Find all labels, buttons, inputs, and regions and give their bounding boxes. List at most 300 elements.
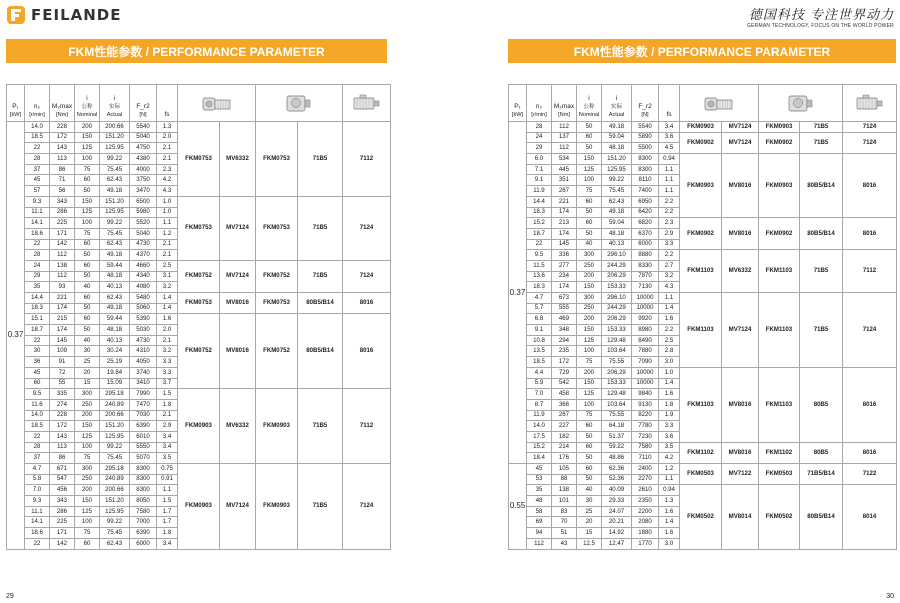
torque-cell: 171 — [50, 228, 75, 239]
n2-cell: 60 — [25, 378, 50, 389]
ratio-nominal-cell: 50 — [577, 122, 602, 133]
ratio-nominal-cell: 60 — [577, 442, 602, 453]
col-fs-symbol: fs — [666, 110, 672, 118]
radial-load-cell: 4000 — [130, 164, 157, 175]
brand-logo — [6, 5, 122, 25]
torque-cell: 274 — [50, 399, 75, 410]
ratio-actual-cell: 151.20 — [100, 132, 130, 143]
service-factor-cell: 2.7 — [659, 260, 680, 271]
service-factor-cell: 2.0 — [157, 132, 178, 143]
n2-cell: 14.0 — [25, 122, 50, 133]
ratio-nominal-cell: 125 — [75, 143, 100, 154]
ratio-nominal-cell: 50 — [577, 143, 602, 154]
n2-cell: 18.3 — [527, 207, 552, 218]
service-factor-cell: 1.4 — [659, 517, 680, 528]
n2-cell: 9.1 — [527, 325, 552, 336]
col-m2max-unit: [Nm] — [558, 112, 570, 119]
ratio-actual-cell: 99.22 — [100, 218, 130, 229]
torque-cell: 534 — [552, 154, 577, 165]
n2-cell: 4.4 — [527, 367, 552, 378]
radial-load-cell: 10000 — [632, 367, 659, 378]
n2-cell: 28 — [527, 122, 552, 133]
torque-cell: 138 — [50, 260, 75, 271]
model-cell-4: 71B5 — [298, 389, 343, 464]
n2-cell: 11.5 — [527, 260, 552, 271]
torque-cell: 343 — [50, 196, 75, 207]
table-row — [509, 132, 897, 143]
radial-load-cell: 4730 — [130, 239, 157, 250]
ratio-actual-cell: 75.45 — [100, 453, 130, 464]
col-i-actual — [100, 85, 130, 122]
model-cell-1: FKM1103 — [680, 293, 722, 368]
ratio-nominal-cell: 200 — [75, 122, 100, 133]
ratio-actual-cell: 153.33 — [602, 378, 632, 389]
model-cell-3: FKM0753 — [256, 122, 298, 197]
torque-cell: 56 — [50, 186, 75, 197]
radial-load-cell: 8330 — [632, 260, 659, 271]
service-factor-cell: 1.8 — [659, 399, 680, 410]
ratio-actual-cell: 19.84 — [100, 367, 130, 378]
ratio-nominal-cell: 200 — [577, 314, 602, 325]
ratio-actual-cell: 62.43 — [100, 239, 130, 250]
ratio-nominal-cell: 60 — [75, 538, 100, 549]
ratio-nominal-cell: 150 — [577, 325, 602, 336]
ratio-nominal-cell: 12.5 — [577, 538, 602, 549]
gear-motor-icon — [200, 92, 234, 114]
service-factor-cell: 1.2 — [659, 464, 680, 475]
ratio-nominal-cell: 75 — [75, 228, 100, 239]
performance-table-right — [508, 84, 897, 550]
torque-cell: 171 — [50, 528, 75, 539]
ratio-nominal-cell: 25 — [577, 506, 602, 517]
ratio-nominal-cell: 100 — [75, 218, 100, 229]
service-factor-cell: 1.5 — [157, 389, 178, 400]
radial-load-cell: 10000 — [632, 378, 659, 389]
n2-cell: 18.3 — [25, 303, 50, 314]
col-n2 — [527, 85, 552, 122]
ratio-nominal-cell: 50 — [577, 431, 602, 442]
col-i-actual-cn: 实际 — [108, 104, 121, 111]
torque-cell: 215 — [50, 314, 75, 325]
n2-cell: 4.7 — [527, 293, 552, 304]
model-cell-1: FKM0753 — [178, 122, 220, 197]
n2-cell: 11.6 — [25, 399, 50, 410]
table-row — [7, 389, 391, 400]
ratio-nominal-cell: 75 — [75, 528, 100, 539]
torque-cell: 174 — [552, 207, 577, 218]
section-title-left: FKM性能参数 / PERFORMANCE PARAMETER — [6, 39, 387, 63]
radial-load-cell: 5040 — [130, 132, 157, 143]
radial-load-cell: 3410 — [130, 378, 157, 389]
col-model-gearmotor — [178, 85, 256, 122]
radial-load-cell: 6390 — [130, 421, 157, 432]
ratio-actual-cell: 151.20 — [100, 196, 130, 207]
service-factor-cell: 2.1 — [157, 250, 178, 261]
ratio-actual-cell: 75.45 — [602, 186, 632, 197]
torque-cell: 101 — [552, 496, 577, 507]
torque-cell: 172 — [50, 132, 75, 143]
torque-cell: 671 — [50, 464, 75, 475]
model-cell-5: 8016 — [343, 314, 391, 389]
n2-cell: 22 — [25, 431, 50, 442]
torque-cell: 286 — [50, 207, 75, 218]
motor-icon — [350, 92, 384, 114]
col-n2 — [25, 85, 50, 122]
ratio-actual-cell: 200.66 — [100, 410, 130, 421]
ratio-actual-cell: 75.45 — [100, 228, 130, 239]
ratio-actual-cell: 206.29 — [602, 314, 632, 325]
model-cell-1: FKM0752 — [178, 260, 220, 292]
table-row — [509, 442, 897, 453]
radial-load-cell: 5060 — [130, 303, 157, 314]
service-factor-cell: 2.2 — [659, 207, 680, 218]
torque-cell: 86 — [50, 453, 75, 464]
n2-cell: 9.1 — [527, 175, 552, 186]
ratio-actual-cell: 75.55 — [602, 357, 632, 368]
torque-cell: 112 — [50, 250, 75, 261]
service-factor-cell: 1.6 — [659, 389, 680, 400]
n2-cell: 6.0 — [527, 154, 552, 165]
torque-cell: 348 — [552, 325, 577, 336]
model-cell-5: 7112 — [343, 389, 391, 464]
ratio-actual-cell: 59.04 — [602, 132, 632, 143]
radial-load-cell: 1770 — [632, 538, 659, 549]
ratio-actual-cell: 129.48 — [602, 335, 632, 346]
torque-cell: 547 — [50, 474, 75, 485]
service-factor-cell: 4.2 — [157, 175, 178, 186]
n2-cell: 69 — [527, 517, 552, 528]
service-factor-cell: 1.5 — [157, 496, 178, 507]
service-factor-cell: 1.6 — [659, 506, 680, 517]
torque-cell: 286 — [50, 506, 75, 517]
ratio-nominal-cell: 50 — [75, 271, 100, 282]
ratio-actual-cell: 49.18 — [100, 303, 130, 314]
service-factor-cell: 1.1 — [659, 474, 680, 485]
service-factor-cell: 2.0 — [157, 325, 178, 336]
service-factor-cell: 3.3 — [157, 367, 178, 378]
n2-cell: 9.3 — [25, 196, 50, 207]
n2-cell: 14.0 — [25, 410, 50, 421]
model-cell-5: 7124 — [343, 196, 391, 260]
torque-cell: 70 — [552, 517, 577, 528]
service-factor-cell: 1.4 — [659, 303, 680, 314]
ratio-actual-cell: 295.18 — [100, 464, 130, 475]
ratio-actual-cell: 244.29 — [602, 260, 632, 271]
torque-cell: 112 — [50, 271, 75, 282]
model-cell-4: 71B5 — [800, 250, 843, 293]
ratio-nominal-cell: 200 — [577, 271, 602, 282]
n2-cell: 18.6 — [25, 228, 50, 239]
service-factor-cell: 2.2 — [659, 325, 680, 336]
radial-load-cell: 7400 — [632, 186, 659, 197]
ratio-actual-cell: 244.29 — [602, 303, 632, 314]
model-cell-5: 8016 — [843, 154, 897, 218]
radial-load-cell: 6000 — [130, 538, 157, 549]
ratio-actual-cell: 40.13 — [100, 282, 130, 293]
service-factor-cell: 3.6 — [659, 132, 680, 143]
radial-load-cell: 2080 — [632, 517, 659, 528]
table-row — [7, 196, 391, 207]
ratio-actual-cell: 62.43 — [602, 196, 632, 207]
torque-cell: 214 — [552, 442, 577, 453]
table-row — [509, 464, 897, 475]
ratio-nominal-cell: 40 — [75, 282, 100, 293]
table-row — [509, 250, 897, 261]
n2-cell: 35 — [25, 282, 50, 293]
torque-cell: 213 — [552, 218, 577, 229]
ratio-nominal-cell: 100 — [75, 442, 100, 453]
brand-mark-icon — [6, 5, 26, 25]
radial-load-cell: 8110 — [632, 175, 659, 186]
table-row — [509, 122, 897, 133]
ratio-nominal-cell: 60 — [577, 421, 602, 432]
model-cell-3: FKM0902 — [759, 218, 800, 250]
model-cell-4: 80B5 — [800, 367, 843, 442]
section-title-right: FKM性能参数 / PERFORMANCE PARAMETER — [508, 39, 896, 63]
service-factor-cell: 2.9 — [157, 421, 178, 432]
radial-load-cell: 4730 — [130, 335, 157, 346]
service-factor-cell: 2.5 — [659, 335, 680, 346]
slogan-cn: 德国科技 专注世界动力 — [748, 8, 894, 23]
radial-load-cell: 6000 — [632, 239, 659, 250]
model-cell-1: FKM0503 — [680, 464, 722, 485]
model-cell-1: FKM0753 — [178, 293, 220, 314]
service-factor-cell: 1.3 — [157, 122, 178, 133]
ratio-nominal-cell: 20 — [577, 517, 602, 528]
ratio-actual-cell: 48.86 — [602, 453, 632, 464]
service-factor-cell: 3.2 — [659, 271, 680, 282]
torque-cell: 225 — [50, 218, 75, 229]
model-cell-4: 71B5 — [298, 464, 343, 550]
model-cell-4: 80B5/B14 — [800, 485, 843, 549]
n2-cell: 7.0 — [25, 485, 50, 496]
ratio-nominal-cell: 15 — [577, 528, 602, 539]
model-cell-1: FKM0903 — [178, 389, 220, 464]
service-factor-cell: 1.6 — [659, 314, 680, 325]
service-factor-cell: 2.9 — [659, 228, 680, 239]
col-n2-symbol: n₂ — [33, 102, 41, 110]
n2-cell: 22 — [25, 335, 50, 346]
torque-cell: 55 — [50, 378, 75, 389]
model-cell-4: 71B5 — [800, 132, 843, 153]
ratio-actual-cell: 15.09 — [100, 378, 130, 389]
radial-load-cell: 4750 — [130, 143, 157, 154]
torque-cell: 113 — [50, 154, 75, 165]
radial-load-cell: 6820 — [632, 218, 659, 229]
service-factor-cell: 3.6 — [659, 431, 680, 442]
ratio-nominal-cell: 200 — [577, 367, 602, 378]
ratio-actual-cell: 75.55 — [602, 410, 632, 421]
n2-cell: 7.0 — [527, 389, 552, 400]
table-row — [509, 293, 897, 304]
ratio-actual-cell: 48.18 — [100, 271, 130, 282]
n2-cell: 13.6 — [527, 271, 552, 282]
ratio-actual-cell: 52.36 — [602, 474, 632, 485]
ratio-nominal-cell: 40 — [577, 239, 602, 250]
torque-cell: 86 — [50, 164, 75, 175]
table-row — [7, 314, 391, 325]
ratio-actual-cell: 59.04 — [602, 218, 632, 229]
ratio-actual-cell: 153.33 — [602, 282, 632, 293]
radial-load-cell: 8050 — [130, 496, 157, 507]
torque-cell: 336 — [552, 250, 577, 261]
n2-cell: 22 — [527, 239, 552, 250]
radial-load-cell: 5980 — [130, 207, 157, 218]
model-cell-1: FKM0903 — [680, 154, 722, 218]
service-factor-cell: 1.8 — [157, 399, 178, 410]
ratio-nominal-cell: 50 — [75, 325, 100, 336]
service-factor-cell: 2.3 — [659, 218, 680, 229]
service-factor-cell: 1.3 — [659, 496, 680, 507]
ratio-actual-cell: 62.36 — [602, 464, 632, 475]
radial-load-cell: 4380 — [130, 154, 157, 165]
torque-cell: 235 — [552, 346, 577, 357]
radial-load-cell: 3740 — [130, 367, 157, 378]
model-cell-1: FKM0902 — [680, 218, 722, 250]
ratio-nominal-cell: 50 — [577, 453, 602, 464]
model-cell-3: FKM0902 — [759, 132, 800, 153]
model-cell-2: MV8014 — [722, 485, 759, 549]
model-cell-2: MV7124 — [220, 464, 256, 550]
col-m2max-symbol: M₂max — [553, 102, 575, 110]
torque-cell: 174 — [50, 325, 75, 336]
service-factor-cell: 2.1 — [157, 143, 178, 154]
ratio-nominal-cell: 300 — [75, 464, 100, 475]
radial-load-cell: 2200 — [632, 506, 659, 517]
slogan-en: GERMAN TECHNOLOGY, FOCUS ON THE WORLD POWER — [747, 23, 894, 29]
service-factor-cell: 3.2 — [157, 282, 178, 293]
model-cell-1: FKM1103 — [680, 367, 722, 442]
model-cell-5: 7112 — [843, 250, 897, 293]
service-factor-cell: 3.3 — [659, 239, 680, 250]
ratio-actual-cell: 40.13 — [602, 239, 632, 250]
ratio-actual-cell: 103.64 — [602, 399, 632, 410]
n2-cell: 22 — [25, 239, 50, 250]
model-cell-3: FKM0502 — [759, 485, 800, 549]
torque-cell: 343 — [50, 496, 75, 507]
ratio-nominal-cell: 150 — [75, 196, 100, 207]
col-model-motor — [343, 85, 391, 122]
ratio-nominal-cell: 150 — [75, 421, 100, 432]
service-factor-cell: 1.6 — [157, 314, 178, 325]
ratio-actual-cell: 151.20 — [602, 154, 632, 165]
radial-load-cell: 2270 — [632, 474, 659, 485]
radial-load-cell: 7230 — [632, 431, 659, 442]
service-factor-cell: 3.5 — [157, 453, 178, 464]
torque-cell: 445 — [552, 164, 577, 175]
ratio-nominal-cell: 60 — [75, 260, 100, 271]
ratio-actual-cell: 99.22 — [100, 154, 130, 165]
radial-load-cell: 7110 — [632, 453, 659, 464]
model-cell-4: 71B5 — [298, 196, 343, 260]
table-row — [509, 154, 897, 165]
radial-load-cell: 10000 — [632, 293, 659, 304]
service-factor-cell: 0.91 — [157, 474, 178, 485]
radial-load-cell: 3470 — [130, 186, 157, 197]
radial-load-cell: 5480 — [130, 293, 157, 304]
ratio-nominal-cell: 50 — [577, 228, 602, 239]
model-cell-4: 80B5/B14 — [800, 154, 843, 218]
torque-cell: 172 — [552, 357, 577, 368]
model-cell-3: FKM1103 — [759, 250, 800, 293]
model-cell-3: FKM0503 — [759, 464, 800, 485]
motor-icon — [853, 92, 887, 114]
radial-load-cell: 8300 — [632, 154, 659, 165]
ratio-actual-cell: 48.18 — [100, 325, 130, 336]
ratio-actual-cell: 40.13 — [100, 335, 130, 346]
radial-load-cell: 6420 — [632, 207, 659, 218]
flange-gearbox-icon — [282, 92, 316, 114]
n2-cell: 29 — [25, 271, 50, 282]
radial-load-cell: 7000 — [130, 517, 157, 528]
n2-cell: 11.9 — [527, 410, 552, 421]
ratio-nominal-cell: 300 — [577, 293, 602, 304]
ratio-nominal-cell: 75 — [75, 164, 100, 175]
model-cell-3: FKM0903 — [256, 464, 298, 550]
ratio-nominal-cell: 60 — [577, 218, 602, 229]
model-cell-5: 8016 — [843, 442, 897, 463]
n2-cell: 15.2 — [527, 218, 552, 229]
n2-cell: 18.6 — [25, 528, 50, 539]
model-cell-1: FKM0752 — [178, 314, 220, 389]
service-factor-cell: 2.1 — [157, 410, 178, 421]
col-m2max-symbol: M₂max — [51, 102, 73, 110]
model-cell-4: 80B5/B14 — [298, 314, 343, 389]
ratio-nominal-cell: 250 — [577, 260, 602, 271]
ratio-nominal-cell: 250 — [75, 474, 100, 485]
torque-cell: 277 — [552, 260, 577, 271]
radial-load-cell: 9920 — [632, 314, 659, 325]
n2-cell: 24 — [527, 132, 552, 143]
col-i-nominal-en: Nominal — [76, 112, 98, 119]
service-factor-cell: 1.6 — [659, 528, 680, 539]
n2-cell: 53 — [527, 474, 552, 485]
n2-cell: 18.7 — [527, 228, 552, 239]
model-cell-5: 8016 — [343, 293, 391, 314]
ratio-actual-cell: 62.43 — [100, 175, 130, 186]
radial-load-cell: 9840 — [632, 389, 659, 400]
ratio-nominal-cell: 150 — [577, 282, 602, 293]
power-cell: 0.37 — [509, 122, 527, 464]
n2-cell: 11.9 — [527, 186, 552, 197]
n2-cell: 22 — [25, 143, 50, 154]
ratio-actual-cell: 49.18 — [100, 186, 130, 197]
ratio-nominal-cell: 300 — [75, 389, 100, 400]
radial-load-cell: 5540 — [632, 122, 659, 133]
n2-cell: 18.3 — [527, 282, 552, 293]
service-factor-cell: 2.8 — [659, 346, 680, 357]
radial-load-cell: 6500 — [130, 196, 157, 207]
ratio-nominal-cell: 50 — [75, 250, 100, 261]
radial-load-cell: 6370 — [632, 228, 659, 239]
col-fs — [157, 85, 178, 122]
ratio-actual-cell: 125.95 — [100, 207, 130, 218]
ratio-actual-cell: 240.89 — [100, 399, 130, 410]
radial-load-cell: 6010 — [130, 431, 157, 442]
radial-load-cell: 7130 — [632, 282, 659, 293]
model-cell-3: FKM0753 — [256, 293, 298, 314]
n2-cell: 9.5 — [25, 389, 50, 400]
ratio-actual-cell: 75.45 — [100, 164, 130, 175]
ratio-nominal-cell: 25 — [75, 357, 100, 368]
power-cell: 0.55 — [509, 464, 527, 550]
ratio-nominal-cell: 50 — [75, 303, 100, 314]
model-cell-4: 71B5 — [298, 260, 343, 292]
radial-load-cell: 4660 — [130, 260, 157, 271]
col-i-actual-en: Actual — [106, 112, 123, 119]
torque-cell: 174 — [552, 228, 577, 239]
n2-cell: 14.0 — [527, 421, 552, 432]
